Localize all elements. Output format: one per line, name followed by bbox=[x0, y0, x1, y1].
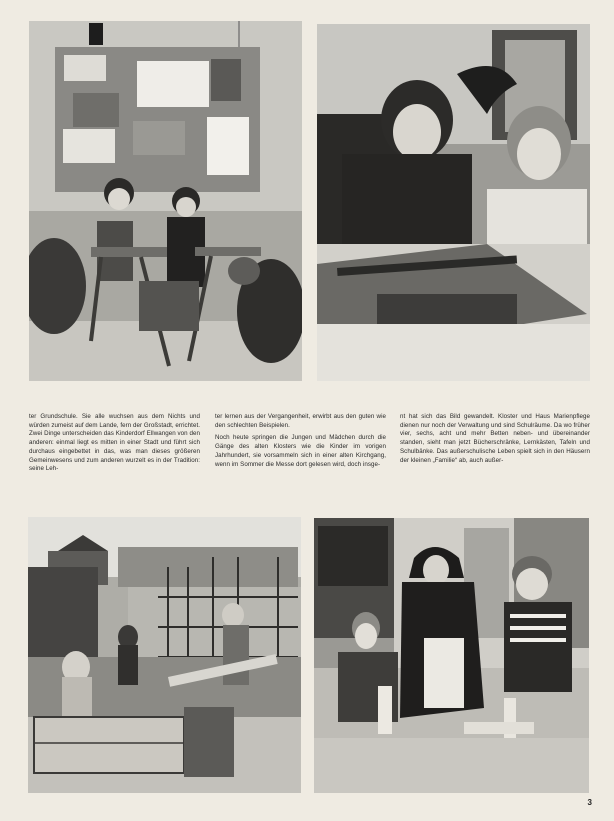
article-column-1 bbox=[29, 413, 200, 478]
photo-building-blocks-image bbox=[314, 518, 589, 793]
page-number: 3 bbox=[587, 798, 592, 807]
article-column-2 bbox=[215, 413, 386, 473]
photo-building-blocks bbox=[314, 518, 589, 793]
photo-classroom-circle bbox=[29, 21, 302, 381]
article-paragraph: Noch heute springen die Jungen und Mädchen durch die Gänge des alten Klosters wie die Kinder im vorigen Jahrhundert, sie vorsammeln sich in einer alten Kirchgang, wenn im Sommer die Messe dort gelesen wird, doch insge- bbox=[215, 434, 386, 468]
photo-outdoor-construction-image bbox=[28, 517, 301, 793]
article-paragraph: ter lernen aus der Vergangenheit, erwirbt aus den guten wie den schlechten Beispielen. bbox=[215, 413, 386, 429]
article-paragraph: nt hat sich das Bild gewandelt. Kloster und Haus Marienpflege dienen nur noch der Verwaltung und sind Schulräume. Da wo früher vier, sechs, acht und mehr Betten neben- und übereinander standen, sieht man jetzt Bücherschränke, Lernkästen, Tafeln und Schulbänke. Das außerschulische Leben spielt sich in den Häusern der kleinen „Familie“ ab, auch außer- bbox=[400, 413, 590, 464]
photo-outdoor-construction bbox=[28, 517, 301, 793]
photo-board-game bbox=[317, 24, 590, 381]
article-paragraph: ter Grundschule. Sie alle wuchsen aus dem Nichts und würden zumeist auf dem Lande, fern der Großstadt, errichtet. Zwei Dinge unterscheiden das Kinderdorf Ellwangen von den anderen: einmal liegt es mitten in einer Stadt und führt sich durchaus eingebettet in das, was man dieses größeren Gemeinwesens und zum anderen wurzelt es in der Tradition: seine Leh- bbox=[29, 413, 200, 473]
article-column-3 bbox=[400, 413, 590, 469]
photo-classroom-circle-image bbox=[29, 21, 302, 381]
photo-board-game-image bbox=[317, 24, 590, 381]
